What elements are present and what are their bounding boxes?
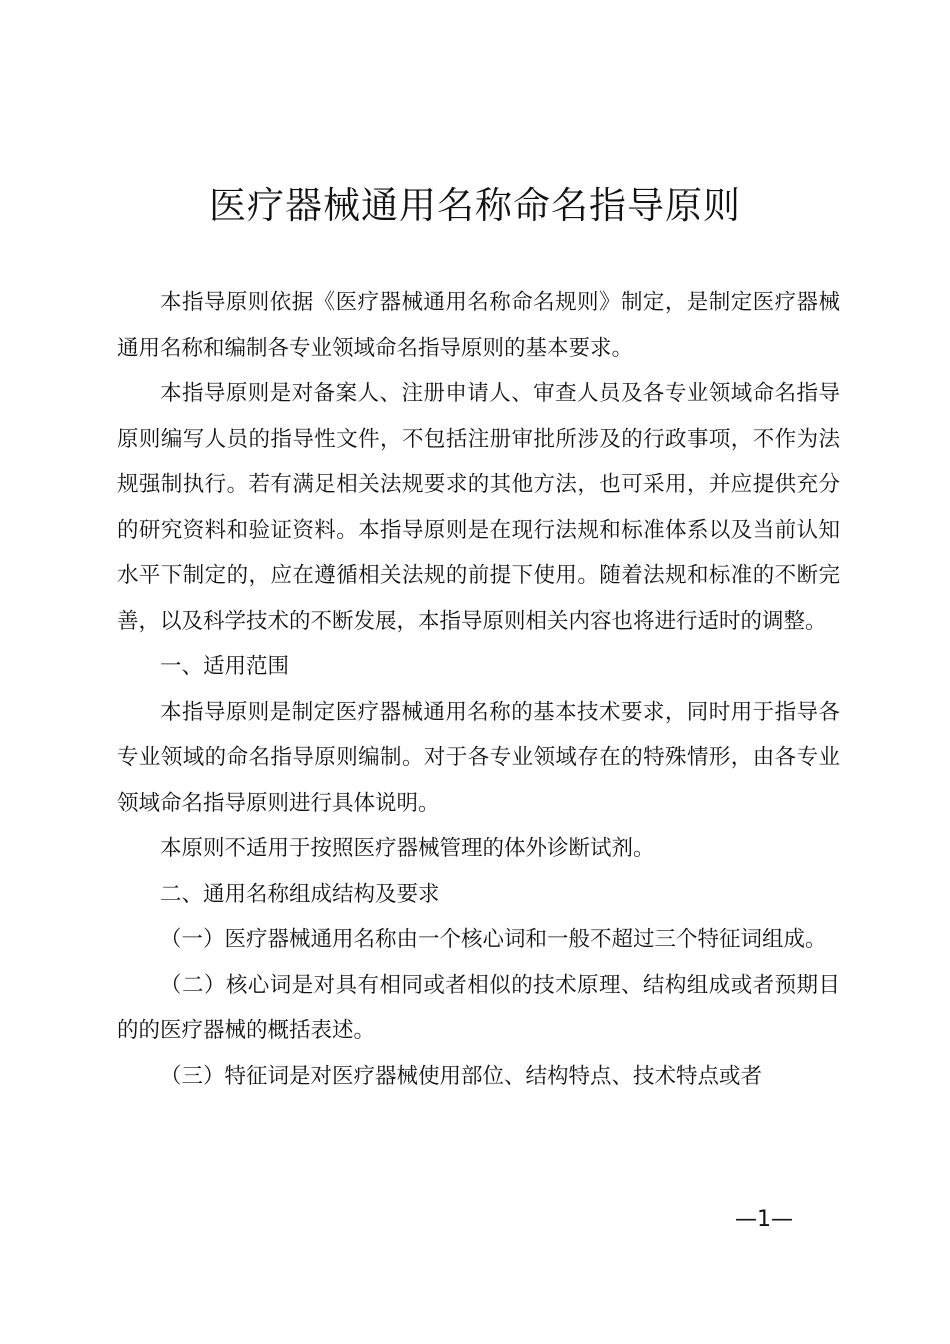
paragraph-item-3: （三）特征词是对医疗器械使用部位、结构特点、技术特点或者 xyxy=(160,1063,763,1089)
document-body xyxy=(117,280,840,1099)
paragraph-scope: 本指导原则是制定医疗器械通用名称的基本技术要求，同时用于指导各专业领域的命名指导原则编制。对于各专业领域存在的特殊情形，由各专业领域命名指导原则进行具体说明。 xyxy=(117,699,840,816)
paragraph-nature: 本指导原则是对备案人、注册申请人、审查人员及各专业领域命名指导原则编写人员的指导性文件，不包括注册审批所涉及的行政事项，不作为法规强制执行。若有满足相关法规要求的其他方法，也可采用，并应提供充分的研究资料和验证资料。本指导原则是在现行法规和标准体系以及当前认知水平下制定的，应在遵循相关法规的前提下使用。随着法规和标准的不断完善，以及科学技术的不断发展，本指导原则相关内容也将进行适时的调整。 xyxy=(117,381,840,634)
paragraph-item-2: （二）核心词是对具有相同或者相似的技术原理、结构组成或者预期目的的医疗器械的概括表述。 xyxy=(117,972,840,1043)
section-heading-scope: 一、适用范围 xyxy=(160,654,290,679)
paragraph-exclusion: 本原则不适用于按照医疗器械管理的体外诊断试剂。 xyxy=(160,836,655,861)
paragraph-item-1: （一）医疗器械通用名称由一个核心词和一般不超过三个特征词组成。 xyxy=(160,927,827,952)
page-number: —1— xyxy=(735,1207,793,1232)
section-heading-structure: 二、通用名称组成结构及要求 xyxy=(160,881,440,907)
document-title: 医疗器械通用名称命名指导原则 xyxy=(209,184,741,227)
paragraph-basis: 本指导原则依据《医疗器械通用名称命名规则》制定，是制定医疗器械通用名称和编制各专业领域命名指导原则的基本要求。 xyxy=(117,290,840,361)
